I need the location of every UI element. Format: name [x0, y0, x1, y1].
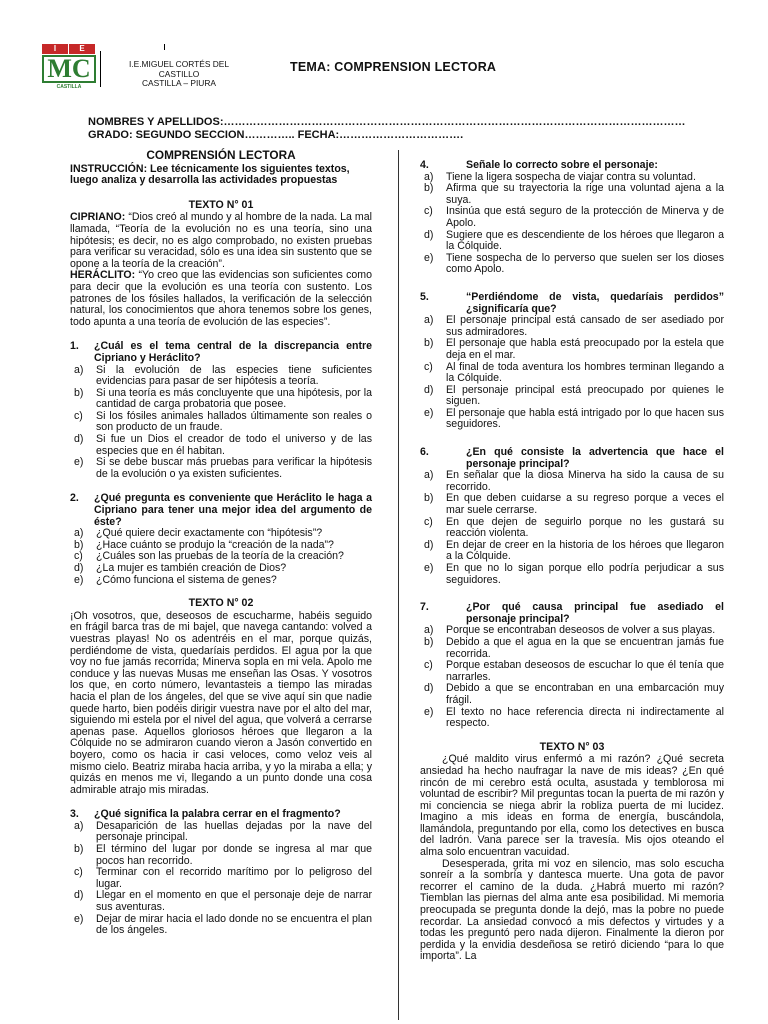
option-letter: b) [74, 843, 84, 856]
question-2 [70, 493, 372, 586]
option[interactable] [70, 411, 372, 434]
option[interactable] [70, 365, 372, 388]
option-text: El término del lugar por donde se ingresa al mar que pocos han recorrido. [96, 843, 372, 867]
option[interactable] [420, 408, 724, 431]
question-text: ¿Qué significa la palabra cerrar en el fragmento? [94, 808, 341, 821]
option-letter: b) [424, 492, 434, 505]
option[interactable] [70, 563, 372, 575]
heraclito-text: “Yo creo que las evidencias son suficientes como para decir que la evolución es una teoría con sustento. Los patrones de los fósiles hallados, la verificación de la selección natural, los conocimientos que ahora tenemos sobre los genes, todo apunta a una teoría de evolución de las especies”. [70, 269, 372, 328]
school-line-2: CASTILLO [158, 68, 200, 79]
option[interactable] [70, 844, 372, 867]
option-text: Llegar en el momento en que el personaje deje de narrar sus aventuras. [96, 889, 372, 914]
option-text: Debido a que se encontraban en una embarcación muy frágil. [446, 682, 724, 706]
school-line-1: I.E.MIGUEL CORTÉS DEL [128, 59, 230, 69]
texto-1-cipriano [70, 212, 372, 270]
option-text: Terminar con el recorrido marítimo por lo peligroso del lugar. [96, 866, 372, 890]
question-4-stem [420, 160, 724, 172]
cipriano-text: “Dios creó al mundo y al hombre de la nada. La mal llamada, “Teoría de la evolución no es una teoría, sino una hipótesis; es decir, no es algo comprobado, no existen pruebas para verificar su veracidad, sólo es una idea sin sustento que se opone a la teoría de la creación”. [70, 211, 372, 270]
option[interactable] [420, 253, 724, 276]
school-name [104, 60, 254, 89]
question-text: ¿Cuál es el tema central de la discrepancia entre Cipriano y Heráclito? [94, 340, 372, 364]
option-text: Tiene sospecha de lo perverso que suelen ser los dioses como Apolo. [446, 251, 724, 276]
option[interactable] [420, 660, 724, 683]
option[interactable] [70, 890, 372, 913]
option-letter: a) [424, 469, 434, 482]
option[interactable] [70, 434, 372, 457]
logo-letter-i: I [42, 44, 68, 54]
spacer [420, 730, 724, 742]
question-text: ¿Por qué causa principal fue asediado el personaje principal? [466, 601, 724, 625]
option[interactable] [420, 183, 724, 206]
option-letter: c) [74, 866, 83, 879]
student-name-line: NOMBRES Y APELLIDOS:……………………………………………………………………………………………………………… [88, 116, 686, 128]
option-letter: e) [424, 705, 434, 718]
option-letter: d) [74, 889, 84, 902]
question-number: 3. [70, 808, 79, 821]
option[interactable] [420, 206, 724, 229]
option-text: Si una teoría es más concluyente que una hipótesis, por la cantidad de carga probatoria que posee. [96, 386, 372, 411]
option-text: En señalar que la diosa Minerva ha sido la causa de su recorrido. [446, 469, 724, 493]
option[interactable] [420, 338, 724, 361]
option-letter: b) [424, 337, 434, 350]
option-letter: b) [424, 182, 434, 195]
option-letter: d) [424, 383, 434, 396]
option-letter: c) [74, 550, 83, 563]
speaker-heraclito: HERÁCLITO: [70, 269, 136, 282]
question-4 [420, 160, 724, 276]
student-info [88, 116, 685, 142]
option-letter: b) [74, 386, 84, 399]
right-column [420, 150, 724, 963]
option-letter: b) [74, 538, 84, 551]
option-text: En que deben cuidarse a su regreso porque a veces el mar suele cerrarse. [446, 492, 724, 517]
logo-top-bar [42, 44, 96, 54]
school-line-3: CASTILLA – PIURA [141, 78, 216, 88]
option-letter: a) [424, 170, 434, 183]
option-text: ¿Hace cuánto se produjo la “creación de la nada”? [96, 538, 334, 551]
option-letter: a) [74, 819, 84, 832]
question-1 [70, 341, 372, 480]
option[interactable] [70, 575, 372, 587]
option-text: ¿Qué quiere decir exactamente con “hipótesis”? [96, 527, 323, 540]
school-logo [42, 44, 96, 90]
option-text: El personaje principal está cansado de ser asediado por sus admiradores. [446, 314, 724, 338]
option-text: Insinúa que está seguro de la protección de Minerva y de Apolo. [446, 205, 724, 229]
option[interactable] [420, 362, 724, 385]
option[interactable] [70, 457, 372, 480]
option-letter: c) [424, 659, 433, 672]
question-2-stem [70, 493, 372, 528]
question-number: 6. [420, 446, 429, 459]
option-text: ¿Cómo funciona el sistema de genes? [96, 573, 277, 586]
option[interactable] [420, 230, 724, 253]
question-number: 7. [420, 601, 429, 614]
option-letter: e) [74, 573, 84, 586]
texto-2-body: ¡Oh vosotros, que, deseosos de escucharme, habéis seguido en frágil barca tras de mi bajel, que navega cantando: volved a vuestras playas! No os adentréis en el mar, porque quizás, perdiéndome de vista, quedaríais perdidos. El agua por la que voy no fue jamás recorrida; Minerva sopla en mi vela. Apolo me conduce y las nuevas Musas me enseñan las Osas. Y vosotros los que, en corto número, levantasteis a tiempo las miradas hacia el plan de los ángeles, del que se vive aquí sin que nadie quede harto, bien podéis dirigir vuestra nave por el alto del mar, siguiendo mi estela por el nivel del agua, que volverá a cerrarse apenas pase. Aquellos gloriosos héroes que llegaron a la Cólquide no se admiraron cuando vieron a Jasón convertido en boyero, como os hacia ir casi veloces, como veloz veis al mismo cielo. Beatriz miraba hacia arriba, y yo la miraba a ella; y quizás en menos me vi, llegando a un punto donde una cosa admirable atrajo mis miradas. [70, 609, 372, 796]
option-text: Si los fósiles animales hallados últimamente son reales o son producto de un fraude. [96, 409, 372, 434]
option[interactable] [420, 385, 724, 408]
logo-caption: CASTILLA [56, 84, 82, 90]
question-5-stem [420, 292, 724, 315]
option-letter: d) [424, 228, 434, 241]
option[interactable] [420, 563, 724, 586]
option-letter: a) [424, 314, 434, 327]
question-6 [420, 447, 724, 586]
option-text: En dejar de creer en la historia de los héroes que llegaron a la Cólquide. [446, 538, 724, 563]
question-text: “Perdiéndome de vista, quedaríais perdidos” ¿significaría que? [466, 290, 724, 315]
option-letter: a) [424, 624, 434, 637]
option[interactable] [420, 683, 724, 706]
option-letter: d) [74, 562, 84, 574]
option-text: Sugiere que es descendiente de los héroes que llegaron a la Cólquide. [446, 228, 724, 253]
question-7-stem [420, 602, 724, 625]
option-text: El personaje que habla está intrigado por lo que hacen sus seguidores. [446, 406, 724, 431]
option-text: ¿Cuáles son las pruebas de la teoría de la creación? [96, 550, 344, 563]
option-letter: d) [424, 682, 434, 695]
option[interactable] [420, 540, 724, 563]
option-letter: d) [424, 538, 434, 551]
texto-1-heraclito [70, 270, 372, 328]
texto-3-paragraph-2: Desesperada, grita mi voz en silencio, mas solo escucha sonreír a la sombría y dantesca muerte. Una gota de pavor recorrer el camino de la duda. ¿Habrá muerto mi razón? Tiemblan las piernas del alma ante esa posibilidad. Mi memoria preocupada se pregunta donde la dejó, mas la pobre no puede recordar. La ansiedad convocó a mis defectos y virtudes y a todas les preguntó pero nada dijeron. Finalmente la dieron por perdida y la envidia desdeñosa se retiró diciendo “para lo que importa”. La [420, 857, 724, 963]
question-text: ¿En qué consiste la advertencia que hace el personaje principal? [466, 446, 724, 470]
option[interactable] [70, 388, 372, 411]
left-column [70, 150, 372, 937]
option-text: Si la evolución de las especies tiene suficientes evidencias para pasar de ser hipótesis a teoría. [96, 363, 372, 388]
option-letter: c) [424, 360, 433, 373]
instructions: INSTRUCCIÓN: Lee técnicamente los siguientes textos, luego analiza y desarrolla las actividades propuestas [70, 162, 350, 187]
option-text: En que dejen de seguirlo porque no les gustará su reacción violenta. [446, 515, 724, 540]
section-title: COMPRENSIÓN LECTORA [146, 148, 296, 162]
question-number: 2. [70, 492, 79, 505]
question-text: ¿Qué pregunta es conveniente que Heráclito le haga a Cipriano para tener una mejor idea del argumento de éste? [94, 492, 372, 528]
option-text: El texto no hace referencia directa ni indirectamente al respecto. [446, 705, 724, 730]
option-text: Debido a que el agua en la que se encuentran jamás fue recorrida. [446, 635, 724, 660]
option[interactable] [420, 493, 724, 516]
option-text: Dejar de mirar hacia el lado donde no se encuentra el plan de los ángeles. [96, 912, 372, 937]
option[interactable] [70, 914, 372, 937]
page-title: TEMA: COMPRENSION LECTORA [290, 60, 497, 74]
question-6-stem [420, 447, 724, 470]
question-number: 5. [420, 290, 429, 303]
option-text: Al final de toda aventura los hombres terminan llegando a la Cólquide. [446, 360, 724, 385]
question-number: 4. [420, 159, 429, 171]
option-letter: e) [424, 251, 434, 264]
logo-mark: MC [42, 55, 96, 83]
texto-1-title: TEXTO N° 01 [188, 198, 254, 211]
option-letter: b) [424, 635, 434, 648]
option-text: Tiene la ligera sospecha de viajar contra su voluntad. [446, 170, 696, 183]
question-3 [70, 809, 372, 937]
option-letter: d) [74, 433, 84, 446]
option-text: Afirma que su trayectoria la rige una voluntad ajena a la suya. [446, 182, 724, 206]
option-letter: e) [74, 912, 84, 925]
option-text: Desaparición de las huellas dejadas por la nave del personaje principal. [96, 819, 372, 844]
option-text: En que no lo sigan porque ello podría perjudicar a sus seguidores. [446, 562, 724, 586]
option-text: Si se debe buscar más pruebas para verificar la hipótesis de la evolución o ya existen suficientes. [96, 456, 372, 480]
option-text: Porque estaban deseosos de escuchar lo que él tenía que narrarles. [446, 659, 724, 683]
option-letter: a) [74, 527, 84, 540]
logo-letter-e: E [69, 44, 95, 54]
question-1-stem [70, 341, 372, 364]
question-5 [420, 292, 724, 431]
option-letter: c) [424, 205, 433, 218]
option-letter: e) [74, 456, 84, 469]
option-text: El personaje principal está preocupado por quienes le siguen. [446, 383, 724, 408]
speaker-cipriano: CIPRIANO: [70, 211, 126, 224]
option-text: El personaje que habla está preocupado por la estela que deja en el mar. [446, 337, 724, 361]
texto-3-title: TEXTO N° 03 [539, 740, 605, 753]
page-header [0, 0, 768, 110]
option[interactable] [420, 637, 724, 660]
student-grade-line: GRADO: SEGUNDO SECCION………….. FECHA:……………………………. [88, 129, 464, 141]
option[interactable] [70, 867, 372, 890]
option[interactable] [420, 707, 724, 730]
header-tick [164, 44, 165, 50]
option-letter: e) [424, 406, 434, 419]
column-divider [398, 150, 399, 1020]
option-text: Si fue un Dios el creador de todo el universo y de las especies que en él habitan. [96, 433, 372, 457]
option-letter: a) [74, 363, 84, 376]
option-text: ¿La mujer es también creación de Dios? [96, 562, 287, 574]
texto-3-paragraph-1: ¿Qué maldito virus enfermó a mi razón? ¿Qué secreta ansiedad ha hecho naufragar la nave de mis ideas? ¿En qué rincón de mi cerebro está oculta, asustada y temblorosa mi voluntad de escribir? Mil preguntas tocan la puerta de mi razón y mi conciencia se niega abrir la robliza puerta de mi lucidez. Imagino a mis ideas en forma de energía, buscándola, llamándola, preguntando por ella, como los detectives en busca del ladrón. Vana parece ser la travesía. Mis ojos oteando el alma solo encuentran vacuidad. [420, 753, 724, 859]
option-letter: c) [424, 515, 433, 528]
option-letter: e) [424, 562, 434, 574]
texto-2-title: TEXTO N° 02 [188, 597, 254, 610]
question-text: Señale lo correcto sobre el personaje: [466, 159, 658, 171]
option-text: Porque se encontraban deseosos de volver a sus playas. [446, 624, 716, 637]
option[interactable] [420, 517, 724, 540]
question-7 [420, 602, 724, 730]
question-number: 1. [70, 340, 79, 353]
option[interactable] [420, 315, 724, 338]
option[interactable] [420, 470, 724, 493]
option[interactable] [70, 821, 372, 844]
option-letter: c) [74, 409, 83, 422]
